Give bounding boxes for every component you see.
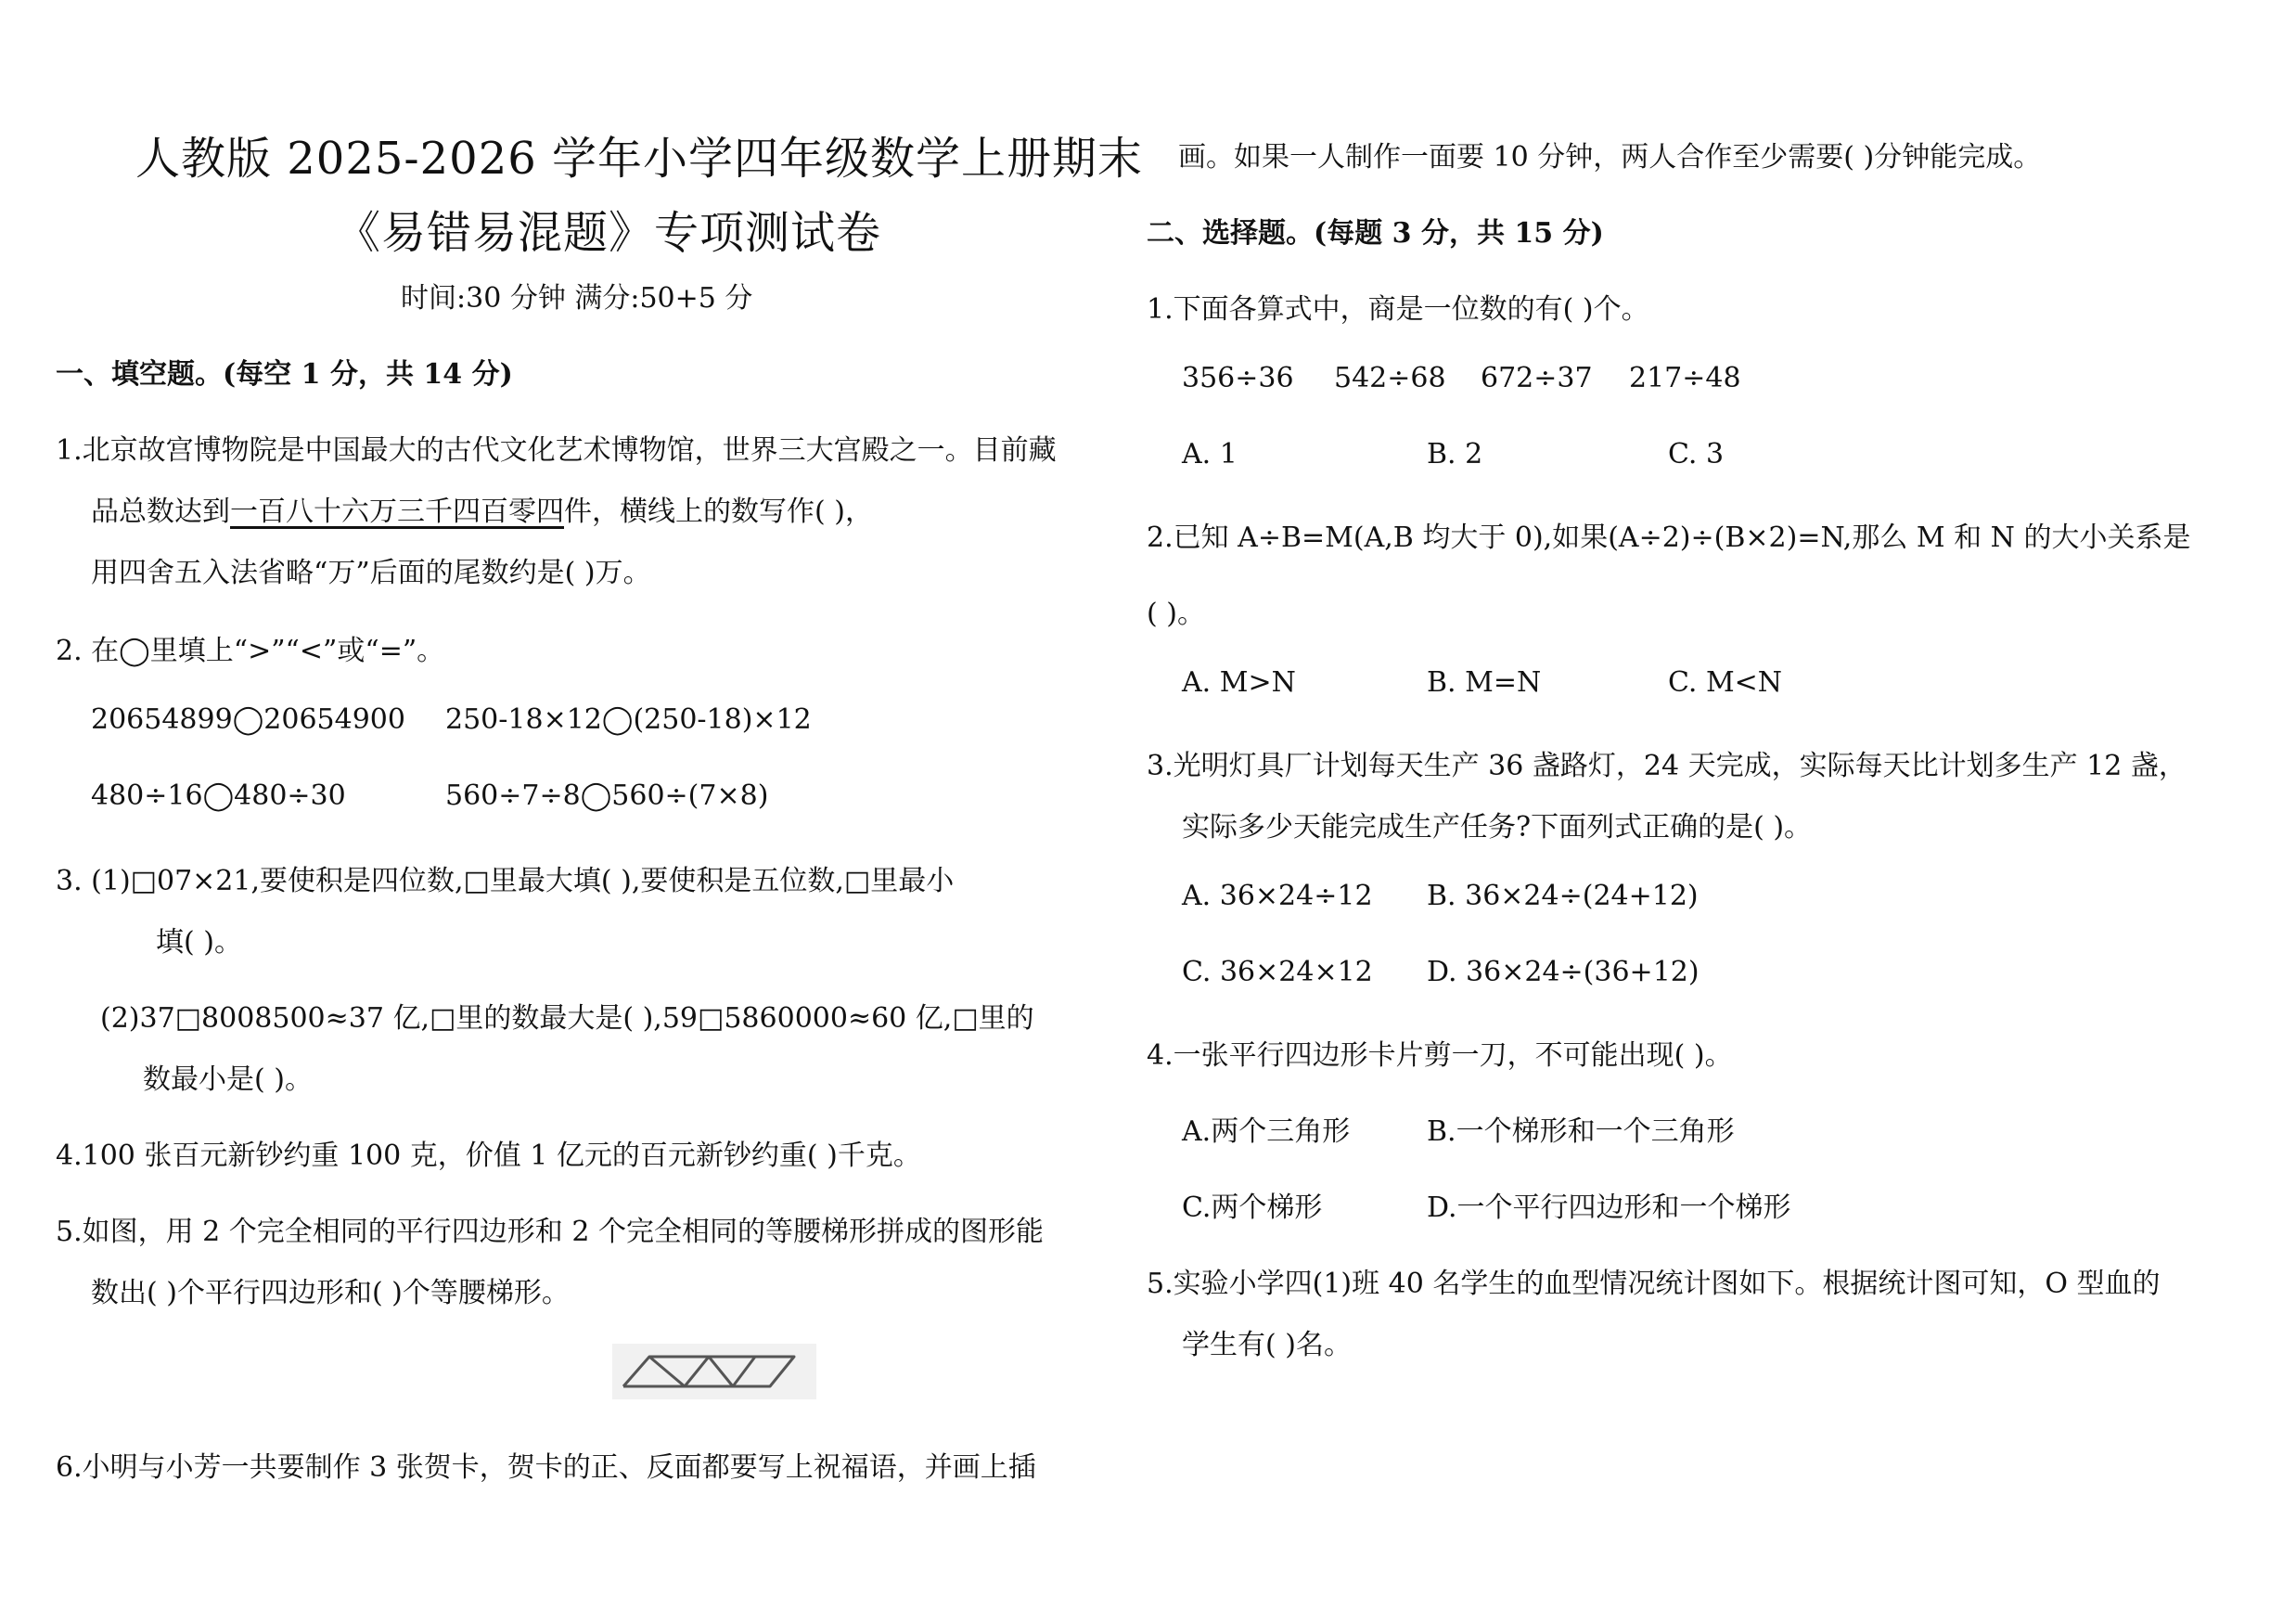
s1-q1-line3: 用四舍五入法省略“万”后面的尾数约是( )万。 (91, 557, 651, 589)
s1-q3-p1-line2: 填( )。 (156, 926, 242, 959)
s2-q2-option: C. M<N (1668, 666, 1783, 699)
s1-q3-p2-line1: (2)37□8008500≈37 亿,□里的数最大是( ),59□5860000≈60 亿,□里的 (100, 1002, 1034, 1035)
s1-q1-line2 (91, 488, 873, 529)
s2-q5-line2: 学生有( )名。 (1182, 1329, 1352, 1361)
s2-q4-option: D.一个平行四边形和一个梯形 (1427, 1191, 1791, 1224)
s1-q2-item: 560÷7÷8◯560÷(7×8) (445, 779, 769, 812)
s2-q3-line2: 实际多少天能完成生产任务?下面列式正确的是( )。 (1182, 811, 1813, 844)
s1-q5-line1: 5.如图，用 2 个完全相同的平行四边形和 2 个完全相同的等腰梯形拼成的图形能 (56, 1216, 1044, 1248)
s2-q4-option: C.两个梯形 (1182, 1191, 1323, 1224)
s1-q1-line1: 1.北京故宫博物院是中国最大的古代文化艺术博物馆，世界三大宫殿之一。目前藏 (56, 434, 1057, 467)
s2-q2-option: B. M=N (1427, 666, 1542, 699)
s1-q6-line1: 6.小明与小芳一共要制作 3 张贺卡，贺卡的正、反面都要写上祝福语，并画上插 (56, 1451, 1036, 1484)
s2-q3-option: D. 36×24÷(36+12) (1427, 956, 1700, 988)
s2-q1-expr: 542÷68 (1334, 362, 1446, 394)
s1-q6-line2: 画。如果一人制作一面要 10 分钟，两人合作至少需要( )分钟能完成。 (1178, 141, 2042, 174)
s1-q2-item: 250-18×12◯(250-18)×12 (445, 703, 812, 736)
s2-q4-option: A.两个三角形 (1182, 1115, 1351, 1148)
s1-q5-line2: 数出( )个平行四边形和( )个等腰梯形。 (91, 1277, 570, 1309)
s1-q4: 4.100 张百元新钞约重 100 克，价值 1 亿元的百元新钞约重( )千克。 (56, 1140, 921, 1172)
s2-q3-option: C. 36×24×12 (1182, 956, 1373, 988)
parallelogram-trapezoid-figure (612, 1344, 816, 1399)
s2-q4-stem: 4.一张平行四边形卡片剪一刀，不可能出现( )。 (1147, 1039, 1733, 1072)
s2-q4-option: B.一个梯形和一个三角形 (1427, 1115, 1735, 1148)
s2-q3-line1: 3.光明灯具厂计划每天生产 36 盏路灯，24 天完成，实际每天比计划多生产 12 盏， (1147, 750, 2187, 782)
s2-q1-stem: 1.下面各算式中，商是一位数的有( )个。 (1147, 293, 1649, 326)
section2-heading: 二、选择题。(每题 3 分，共 15 分) (1147, 217, 1604, 250)
s2-q1-option: B. 2 (1427, 438, 1483, 470)
s2-q2-line2: ( )。 (1147, 598, 1205, 630)
s1-q3-p1-line1: 3. (1)□07×21,要使积是四位数,□里最大填( ),要使积是五位数,□里最小 (56, 865, 955, 897)
s1-q1-line2-pre: 品总数达到 (91, 496, 230, 528)
s1-q1-line2-post: 件，横线上的数写作( )， (564, 496, 873, 528)
s1-q2-item: 480÷16◯480÷30 (91, 779, 346, 812)
s1-q2-stem: 2. 在◯里填上“>”“<”或“=”。 (56, 635, 445, 667)
s1-q3-p2-line2: 数最小是( )。 (143, 1063, 313, 1096)
s1-q2-item: 20654899◯20654900 (91, 703, 405, 736)
s2-q2-line1: 2.已知 A÷B=M(A,B 均大于 0),如果(A÷2)÷(B×2)=N,那么 M 和 N 的大小关系是 (1147, 522, 2191, 554)
s2-q2-option: A. M>N (1182, 666, 1296, 699)
s2-q3-option: A. 36×24÷12 (1182, 880, 1373, 912)
s2-q1-option: A. 1 (1182, 438, 1238, 470)
s2-q5-line1: 5.实验小学四(1)班 40 名学生的血型情况统计图如下。根据统计图可知，O 型血的 (1147, 1268, 2161, 1300)
s2-q1-option: C. 3 (1668, 438, 1725, 470)
s2-q1-expr: 217÷48 (1629, 362, 1741, 394)
s1-q1-underlined-number: 一百八十六万三千四百零四 (230, 496, 564, 528)
page-title-line1: 人教版 2025-2026 学年小学四年级数学上册期末 (135, 133, 1144, 185)
exam-meta: 时间:30 分钟 满分:50+5 分 (401, 282, 753, 315)
s2-q3-option: B. 36×24÷(24+12) (1427, 880, 1699, 912)
section1-heading: 一、填空题。(每空 1 分，共 14 分) (56, 358, 513, 391)
s2-q1-expr: 356÷36 (1182, 362, 1294, 394)
page-title-line2: 《易错易混题》专项测试卷 (336, 207, 882, 259)
s2-q1-expr: 672÷37 (1481, 362, 1593, 394)
